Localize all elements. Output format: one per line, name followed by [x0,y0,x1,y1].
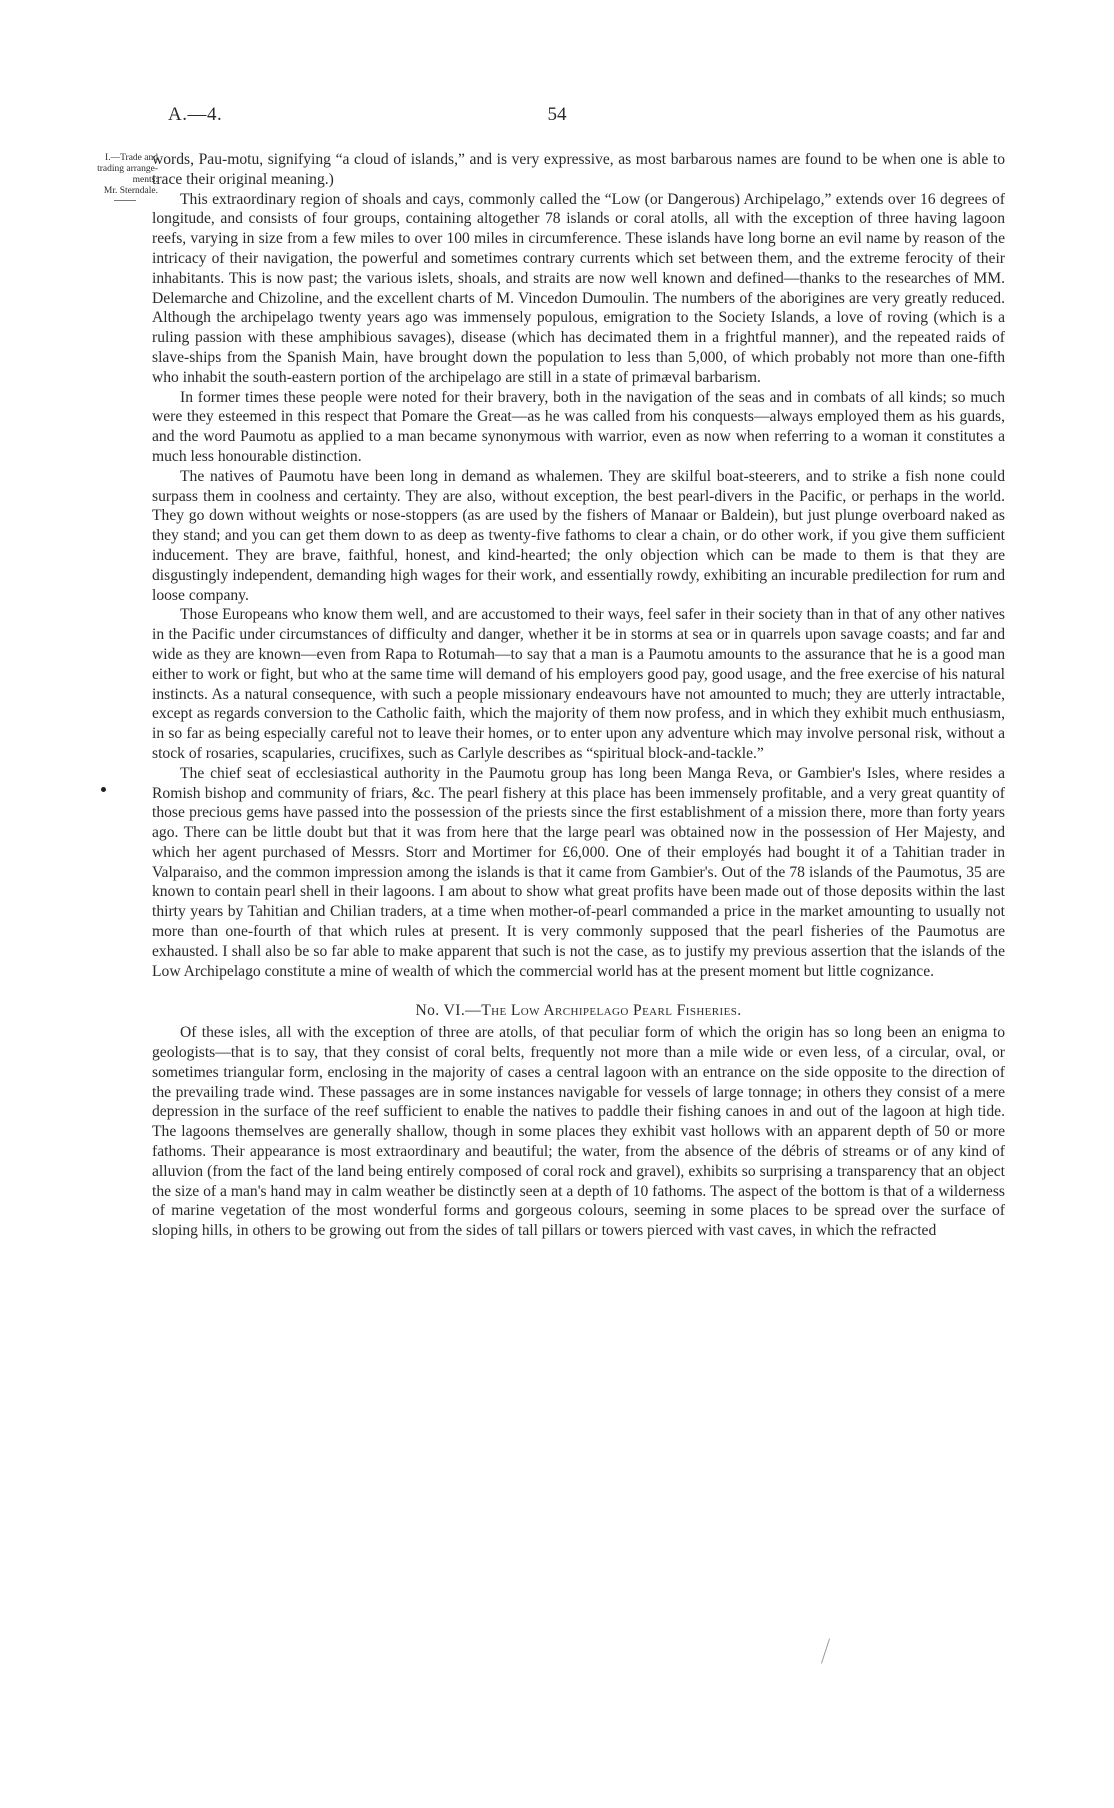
paragraph: Those Europeans who know them well, and are accustomed to their ways, feel safer in their society than in that of any other natives in the Pacific under circumstances of difficulty and danger, whether it be in storms at sea or in quarrels upon savage coasts; and far and wide as they are known—even from Rapa to Rotumah—to say that a man is a Paumotu amounts to the assurance that he is a good man either to work or fight, but who at the same time will demand of his employers good pay, good usage, and the free exercise of his natural instincts. As a natural consequence, with such a people missionary endeavours have not amounted to much; they are utterly intractable, except as regards conversion to the Catholic faith, which the majority of them now profess, and in which they exhibit much enthusiasm, in so far as being especially careful not to leave their homes, or to enter upon any adventure which may involve personal risk, without a stock of rosaries, scapularies, crucifixes, such as Carlyle describes as “spiritual block-and-tackle.” [152,606,1005,762]
document-body [152,150,1005,1241]
ink-dot-mark [101,787,106,792]
paragraph: The chief seat of ecclesiastical authority in the Paumotu group has long been Manga Reva, or Gambier's Isles, where resides a Romish bishop and community of friars, &c. The pearl fishery at this place has been immensely profitable, and a very great quantity of those precious gems have passed into the possession of the priests since the first establishment of a mission there, more than forty years ago. There can be little doubt but that it was from here that the large pearl was obtained now in the possession of Her Majesty, and which her agent purchased of Messrs. Storr and Mortimer for £6,000. One of their employés had bought it of a Tahitian trader in Valparaiso, and the common impression among the islands is that it came from Gambier's. Out of the 78 islands of the Paumotus, 35 are known to contain pearl shell in their lagoons. I am about to show what great profits have been made out of those deposits within the last thirty years by Tahitian and Chilian traders, at a time when mother-of-pearl commanded a price in the market amounting to usually not more than one-fourth of that which rules at present. It is very commonly supposed that the pearl fisheries of the Paumotus are exhausted. I shall also be so far able to make apparent that such is not the case, as to justify my previous assertion that the islands of the Low Archipelago constitute a mine of wealth of which the commercial world has at the present moment but little cognizance. [152,764,1005,980]
page-number: 54 [547,104,567,125]
margin-note-line: I.—Trade and [105,153,158,163]
section-heading [152,1001,1005,1021]
paragraph: words, Pau-motu, signifying “a cloud of islands,” and is very expressive, as most barbarous names are found to be when one is able to trace their original meaning.) [152,151,1005,188]
paragraph: Of these isles, all with the exception of three are atolls, of that peculiar form of which the origin has so long been an enigma to geologists—that is to say, that they consist of coral belts, frequently not more than a mile wide or even less, of a circular, oval, or sometimes triangular form, enclosing in the majority of cases a central lagoon with an entrance on the side opposite to the direction of the prevailing trade wind. These passages are in some instances navigable for vessels of large tonnage; in others they consist of a mere depression in the surface of the reef sufficient to enable the natives to paddle their fishing canoes in and out of the lagoon at high tide. The lagoons themselves are generally shallow, though in some places they exhibit vast hollows with an apparent depth of 50 or more fathoms. Their appearance is most extraordinary and beautiful; the water, from the absence of the débris of streams or of any kind of alluvion (from the fact of the land being entirely composed of coral rock and gravel), exhibits so surprising a transparency that an object the size of a man's hand may in calm weather be distinctly seen at a depth of 10 fathoms. The aspect of the bottom is that of a wilderness of marine vegetation of the most wonderful forms and gorgeous colours, seeming in some places to be spread over the surface of sloping hills, in others to be growing out from the sides of tall pillars or towers pierced with vast caves, in which the refracted [152,1024,1005,1240]
paragraph: In former times these people were noted for their bravery, both in the navigation of the seas and in combats of all kinds; so much were they esteemed in this respect that Pomare the Great—as he was called from his conquests—always employed them as his guards, and the word Paumotu as applied to a man became synonymous with warrior, even as now when referring to a woman it constitutes a much less honourable distinction. [152,388,1005,465]
margin-note-rule [114,200,136,201]
margin-note-line: ments: [132,175,158,185]
section-number: No. VI.— [415,1002,482,1020]
margin-note-line: trading arrange- [97,164,158,174]
pencil-mark [821,1638,830,1663]
page-reference: A.—4. [168,104,223,125]
paragraph: This extraordinary region of shoals and cays, commonly called the “Low (or Dangerous) Archipelago,” extends over 16 degrees of longitude, and consists of four groups, containing altogether 78 islands or coral atolls, all with the exception of three having lagoon reefs, varying in size from a few miles to over 100 miles in circumference. These islands have long borne an evil name by reason of the intricacy of their navigation, the powerful and sometimes contrary currents which set between them, and the extreme ferocity of their inhabitants. This is now past; the various islets, shoals, and straits are now well known and defined—thanks to the researches of MM. Delemarche and Chizoline, and the excellent charts of M. Vincedon Dumoulin. The numbers of the aborigines are very greatly reduced. Although the archipelago twenty years ago was immensely populous, emigration to the Society Islands, a love of roving (which is a ruling passion with these amphibious savages), disease (which has decimated them in a frightful manner), and the repeated raids of slave-ships from the Spanish Main, have brought down the population to less than 5,000, of which probably not more than one-fifth who inhabit the south-eastern portion of the archipelago are still in a state of primæval barbarism. [152,190,1005,386]
paragraph: The natives of Paumotu have been long in demand as whalemen. They are skilful boat-steerers, and to strike a fish none could surpass them in coolness and certainty. They are also, without exception, the best pearl-divers in the Pacific, or perhaps in the world. They go down without weights or nose-stoppers (as are used by the fishers of Manaar or Baldein), but just plunge overboard naked as they stand; and you can get them down to as deep as twenty-five fathoms to clear a chain, or do other work, if you give them sufficient inducement. They are brave, faithful, honest, and kind-hearted; the only objection which can be made to them is that they are disgustingly independent, demanding high wages for their work, and essentially rowdy, exhibiting an incurable predilection for rum and loose company. [152,467,1005,604]
margin-note [58,153,158,201]
margin-note-line: Mr. Sterndale. [103,186,158,196]
section-title: The Low Archipelago Pearl Fisheries. [481,1002,742,1020]
